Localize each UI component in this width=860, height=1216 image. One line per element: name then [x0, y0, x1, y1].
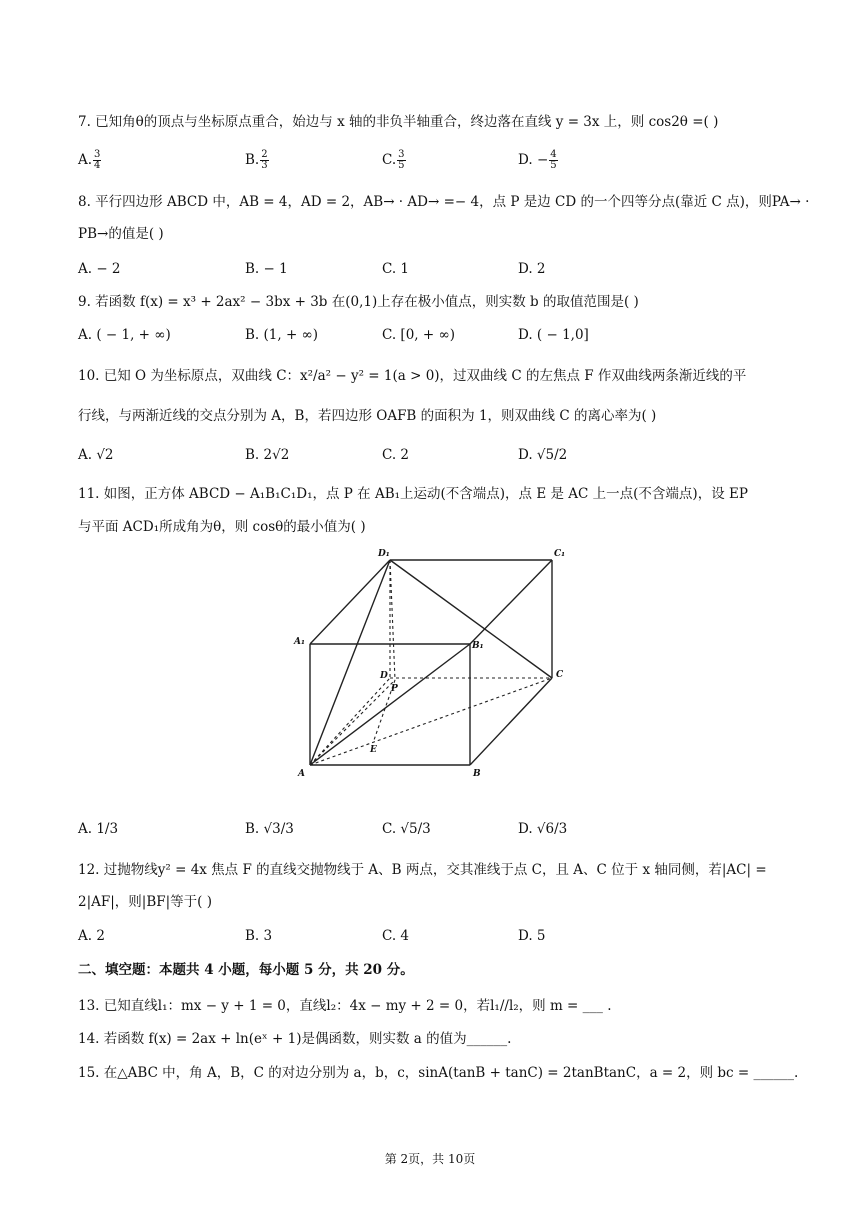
- label-c1: C₁: [554, 549, 566, 559]
- question-10-stem-line1: 10. 已知 O 为坐标原点，双曲线 C：x²/a² − y² = 1(a > 0)，过双曲线 C 的左焦点 F 作双曲线两条渐近线的平: [78, 368, 747, 384]
- question-7-stem: 7. 已知角θ的顶点与坐标原点重合，始边与 x 轴的非负半轴重合，终边落在直线 y = 3x 上，则 cos2θ =( ): [78, 114, 719, 130]
- q7-option-d: D. − $\frac{4}{5}$: [518, 149, 557, 171]
- cube-figure: [290, 540, 580, 780]
- label-e: E: [370, 745, 377, 755]
- q11-option-c: C. √5/3: [382, 821, 431, 837]
- section-2-heading: 二、填空题：本题共 4 小题，每小题 5 分，共 20 分。: [78, 962, 414, 978]
- q10-option-d: D. √5/2: [518, 447, 568, 463]
- q8-option-a: A. − 2: [78, 261, 121, 277]
- q8-option-b: B. − 1: [245, 261, 288, 277]
- q9-option-d: D. ( − 1,0]: [518, 327, 589, 343]
- q7-option-c: C. $\frac{3}{5}$: [382, 149, 405, 171]
- q10-option-b: B. 2√2: [245, 447, 290, 463]
- label-d: D: [380, 671, 388, 681]
- q12-option-c: C. 4: [382, 928, 410, 944]
- question-11-stem-line1: 11. 如图，正方体 ABCD − A₁B₁C₁D₁，点 P 在 AB₁上运动(不含端点)，点 E 是 AC 上一点(不含端点)，设 EP: [78, 486, 748, 502]
- question-10-stem-line2: 行线，与两渐近线的交点分别为 A，B，若四边形 OAFB 的面积为 1，则双曲线 C 的离心率为( ): [78, 408, 657, 424]
- q8-option-c: C. 1: [382, 261, 410, 277]
- question-14: 14. 若函数 f(x) = 2ax + ln(eˣ + 1)是偶函数，则实数 a 的值为______.: [78, 1031, 512, 1047]
- label-a1: A₁: [294, 637, 305, 647]
- q9-option-a: A. ( − 1, + ∞): [78, 327, 171, 343]
- question-11-stem-line2: 与平面 ACD₁所成角为θ，则 cosθ的最小值为( ): [78, 519, 366, 535]
- question-12-stem-line1: 12. 过抛物线y² = 4x 焦点 F 的直线交抛物线于 A、B 两点，交其准线于点 C，且 A、C 位于 x 轴同侧，若|AC| =: [78, 862, 767, 878]
- q10-option-c: C. 2: [382, 447, 410, 463]
- label-c: C: [556, 670, 564, 680]
- q9-option-c: C. [0, + ∞): [382, 327, 455, 343]
- question-12-stem-line2: 2|AF|，则|BF|等于( ): [78, 894, 213, 910]
- q10-option-a: A. √2: [78, 447, 114, 463]
- q12-option-b: B. 3: [245, 928, 273, 944]
- q9-option-b: B. (1, + ∞): [245, 327, 319, 343]
- q8-option-d: D. 2: [518, 261, 546, 277]
- q12-option-a: A. 2: [78, 928, 105, 944]
- question-8-stem-line1: 8. 平行四边形 ABCD 中，AB = 4，AD = 2，AB→ · AD→ =− 4，点 P 是边 CD 的一个四等分点(靠近 C 点)，则PA→ ·: [78, 194, 810, 210]
- label-b: B: [473, 769, 481, 779]
- q11-option-b: B. √3/3: [245, 821, 294, 837]
- question-9-stem: 9. 若函数 f(x) = x³ + 2ax² − 3bx + 3b 在(0,1)上存在极小值点，则实数 b 的取值范围是( ): [78, 294, 639, 310]
- q7-option-a: A. $\frac{3}{4}$: [78, 149, 101, 171]
- q11-option-a: A. 1/3: [78, 821, 119, 837]
- q11-option-d: D. √6/3: [518, 821, 568, 837]
- question-13: 13. 已知直线l₁：mx − y + 1 = 0，直线l₂：4x − my + 2 = 0，若l₁//l₂，则 m = ___ .: [78, 998, 612, 1014]
- question-15: 15. 在△ABC 中，角 A，B，C 的对边分别为 a，b，c，sinA(tanB + tanC) = 2tanBtanC，a = 2，则 bc = ______.: [78, 1065, 799, 1081]
- label-d1: D₁: [378, 549, 390, 559]
- q12-option-d: D. 5: [518, 928, 546, 944]
- question-8-stem-line2: PB→的值是( ): [78, 226, 164, 242]
- q7-option-b: B. $\frac{2}{3}$: [245, 149, 268, 171]
- label-b1: B₁: [472, 641, 484, 651]
- page-footer: 第 2页，共 10页: [384, 1152, 476, 1166]
- label-p: P: [391, 684, 398, 694]
- label-a: A: [298, 769, 305, 779]
